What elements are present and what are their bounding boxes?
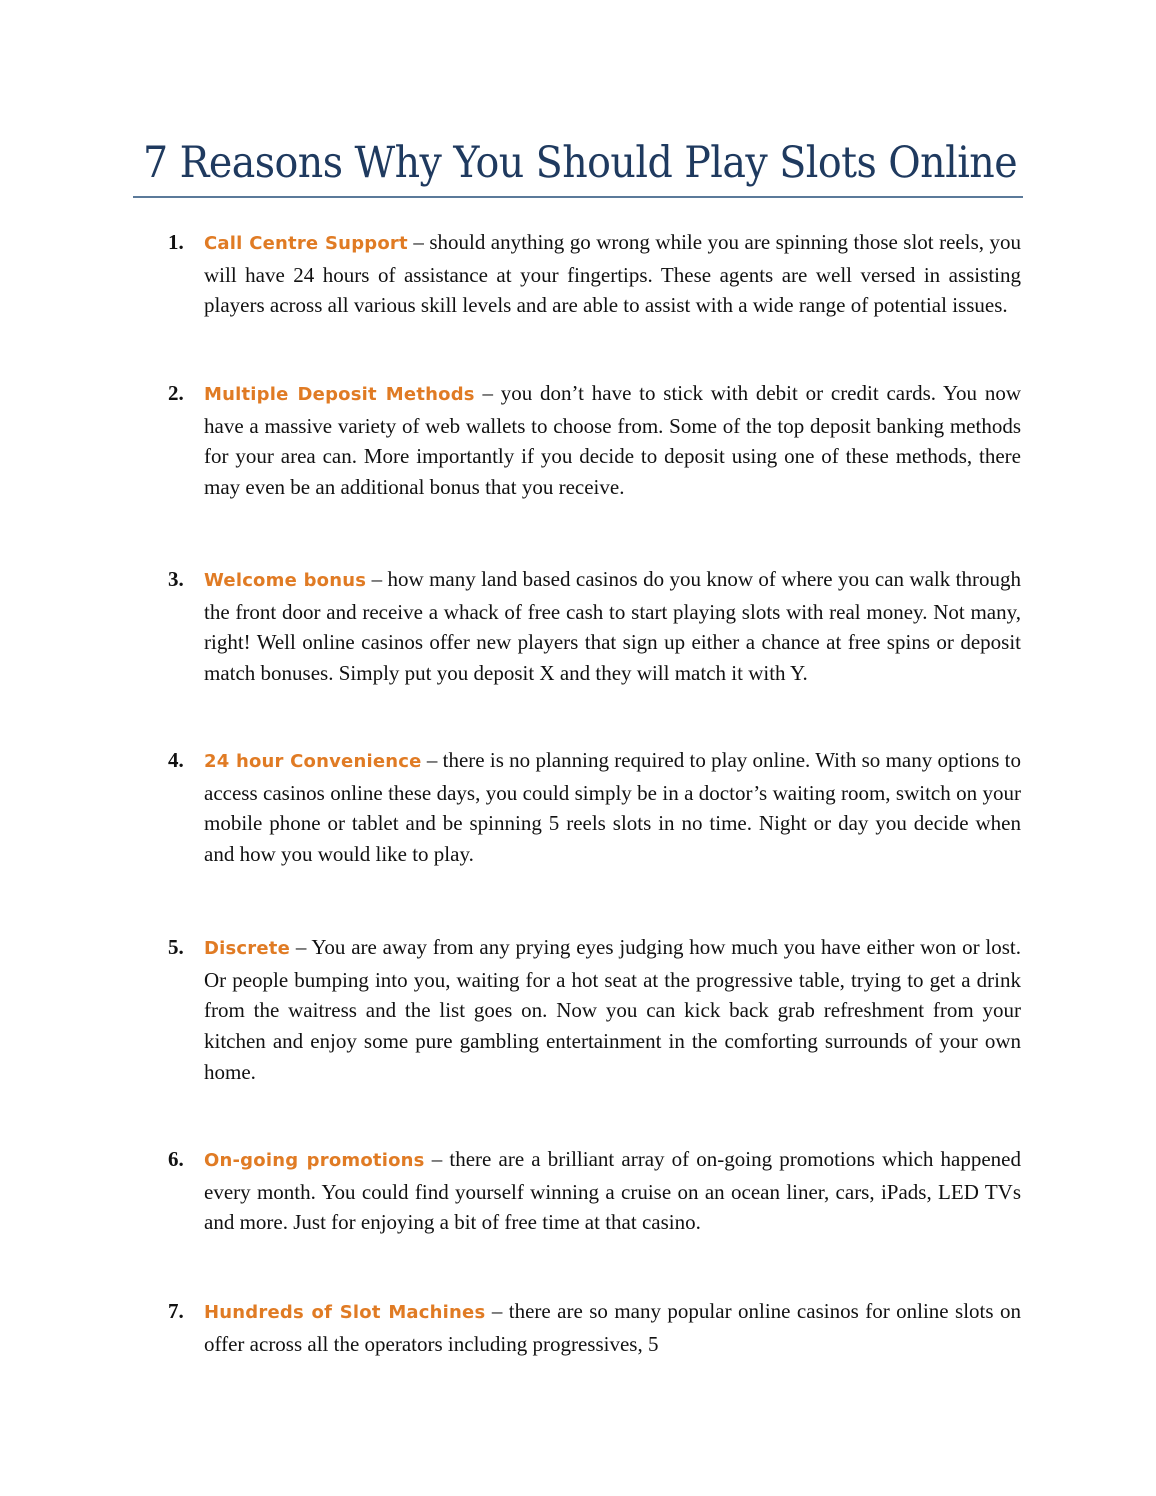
- item-body: [204, 745, 1021, 870]
- list-item: [168, 564, 1021, 689]
- item-text: – should anything go wrong while you are spinning those slot reels, you will have 24 hours of assistance at your fingertips. These agents are well versed in assisting players across all various skill levels and are able to assist with a wide range of potential issues.: [204, 230, 1022, 318]
- item-text: – there are so many popular online casinos for online slots on offer across all the operators including progressives, 5: [204, 1299, 1021, 1356]
- list-item: [168, 1296, 1021, 1359]
- item-text: – you don’t have to stick with debit or credit cards. You now have a massive variety of web wallets to choose from. Some of the top deposit banking methods for your area can. More importantly if you decide to deposit using one of these methods, there may even be an additional bonus that you receive.: [204, 381, 1022, 500]
- item-number: 1.: [168, 230, 184, 254]
- item-heading: Multiple Deposit Methods: [204, 384, 475, 405]
- item-number: 5.: [168, 935, 184, 959]
- list-item: [168, 378, 1021, 503]
- item-body: [204, 227, 1021, 321]
- item-text: – how many land based casinos do you know of where you can walk through the front door and receive a whack of free cash to start playing slots with real money. Not many, right! Well online casinos offer new players that sign up either a chance at free spins or deposit match bonuses. Simply put you deposit X and they will match it with Y.: [204, 567, 1021, 686]
- item-number: 2.: [168, 381, 184, 405]
- title-divider: [133, 196, 1023, 198]
- item-body: [204, 1144, 1021, 1238]
- item-body: [204, 564, 1021, 689]
- list-item: [168, 1144, 1021, 1238]
- item-text: – You are away from any prying eyes judging how much you have either won or lost. Or people bumping into you, waiting for a hot seat at the progressive table, trying to get a drink from the waitress and the list goes on. Now you can kick back grab refreshment from your kitchen and enjoy some pure gambling entertainment in the comforting surrounds of your own home.: [204, 935, 1021, 1084]
- item-heading: Discrete: [204, 938, 290, 959]
- item-number: 3.: [168, 567, 184, 591]
- item-number: 6.: [168, 1147, 184, 1171]
- item-number: 7.: [168, 1299, 184, 1323]
- item-heading: Call Centre Support: [204, 233, 408, 254]
- list-item: [168, 227, 1021, 321]
- item-heading: Welcome bonus: [204, 570, 367, 591]
- item-body: [204, 1296, 1021, 1359]
- item-heading: On-going promotions: [204, 1150, 425, 1171]
- item-body: [204, 932, 1021, 1088]
- list-item: [168, 932, 1021, 1088]
- item-body: [204, 378, 1021, 503]
- page-title: 7 Reasons Why You Should Play Slots Online: [143, 138, 1018, 188]
- list-item: [168, 745, 1021, 870]
- item-text: – there is no planning required to play online. With so many options to access casinos online these days, you could simply be in a doctor’s waiting room, switch on your mobile phone or tablet and be spinning 5 reels slots in no time. Night or day you decide when and how you would like to play.: [204, 748, 1021, 867]
- item-heading: Hundreds of Slot Machines: [204, 1302, 486, 1323]
- item-text: – there are a brilliant array of on-going promotions which happened every month. You could find yourself winning a cruise on an ocean liner, cars, iPads, LED TVs and more. Just for enjoying a bit of free time at that casino.: [204, 1147, 1022, 1235]
- item-number: 4.: [168, 748, 184, 772]
- item-heading: 24 hour Convenience: [204, 751, 422, 772]
